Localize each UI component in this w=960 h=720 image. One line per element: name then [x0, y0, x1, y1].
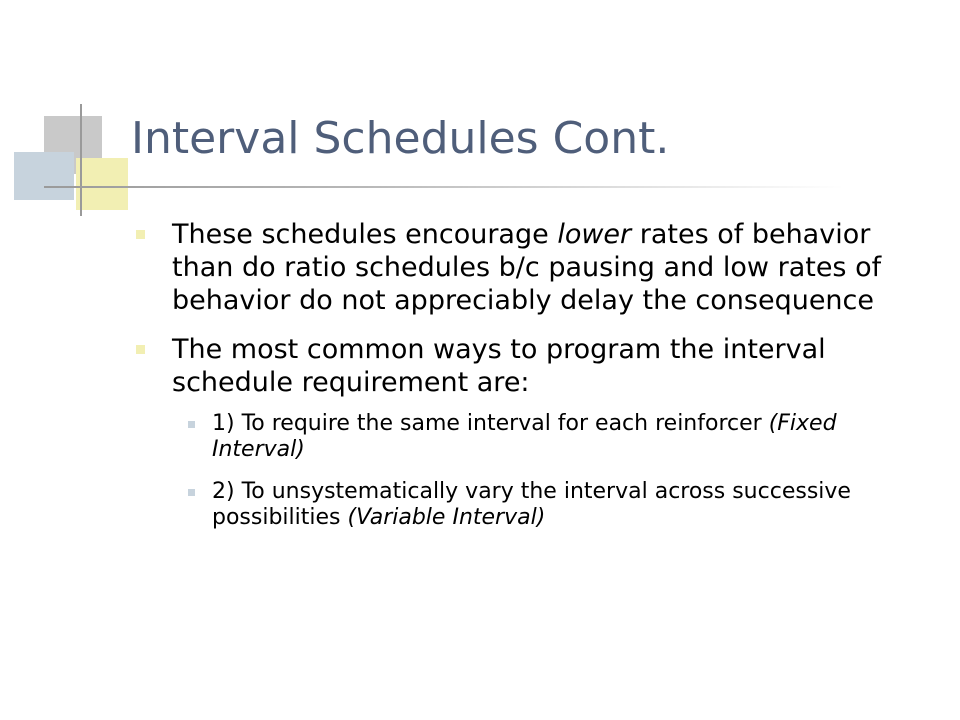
- slide-title: Interval Schedules Cont.: [131, 113, 670, 164]
- bullet-square-icon: [136, 230, 145, 239]
- bullet-text: The most common ways to program the interval schedule requirement are:: [172, 334, 826, 398]
- bullet-text-pre: These schedules encourage: [172, 219, 558, 250]
- sub-bullet-emphasis: (Fixed Interval): [212, 411, 837, 462]
- sub-bullet-text: 1) To require the same interval for each reinforcer: [212, 411, 769, 436]
- bullet-item: [172, 333, 932, 399]
- bullet-text-emphasis: lower: [557, 219, 632, 250]
- decorative-yellow-square: [76, 158, 128, 210]
- sub-bullet-square-icon: [188, 489, 195, 496]
- sub-bullet-item: [212, 411, 932, 463]
- sub-bullet-square-icon: [188, 421, 195, 428]
- sub-bullet-item: [212, 479, 932, 531]
- title-underline: [44, 186, 844, 188]
- sub-bullet-text: 2) To unsystematically vary the interval across successive possibilities: [212, 479, 851, 530]
- bullet-square-icon: [136, 345, 145, 354]
- slide-content: [172, 218, 932, 547]
- sub-bullet-emphasis: (Variable Interval): [347, 505, 546, 530]
- bullet-text-post: rates of behavior than do ratio schedules b/c pausing and low rates of behavior do not appreciably delay the consequence: [172, 219, 882, 316]
- decorative-vertical-line: [80, 104, 82, 216]
- decorative-blue-square: [14, 152, 74, 200]
- bullet-item: [172, 218, 932, 317]
